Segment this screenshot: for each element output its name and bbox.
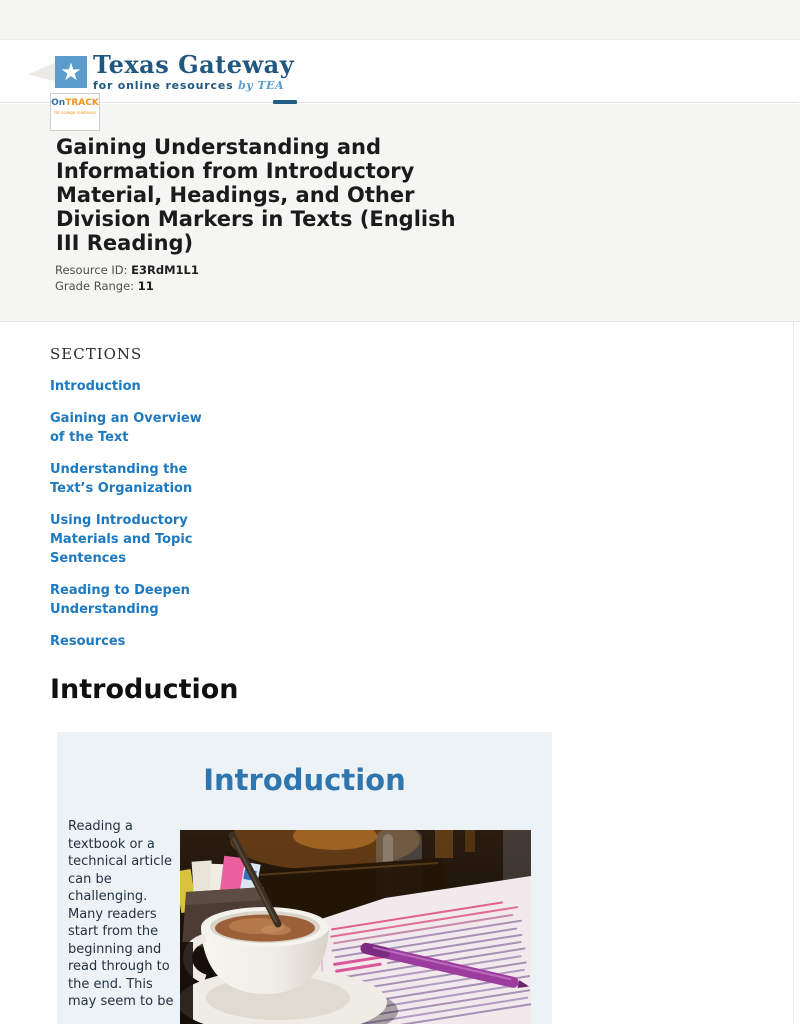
intro-paragraph: Reading a textbook or a technical article can be challenging. Many readers start from the beginning and read through to the end. This may seem to be — [68, 819, 174, 1009]
sidebar-item-understanding-organization[interactable]: Understanding the Text’s Organization — [50, 462, 193, 496]
grade-range-value: 11 — [137, 279, 154, 293]
coffee-cup-textbook-photo — [180, 830, 531, 1024]
ontrack-logo-tagline: for college readiness — [54, 110, 96, 115]
site-header — [0, 40, 800, 103]
brand-tagline-text: for online resources — [93, 79, 234, 92]
sidebar-item-gaining-overview[interactable]: Gaining an Overview of the Text — [50, 411, 202, 445]
intro-box-heading: Introduction — [203, 763, 406, 797]
page-title: Introduction — [50, 674, 239, 705]
resource-id-label: Resource ID: — [55, 263, 132, 277]
sections-nav — [50, 377, 202, 664]
ontrack-logo[interactable] — [50, 93, 100, 131]
brand-tagline — [93, 79, 343, 92]
grade-range-line — [55, 279, 154, 293]
top-background-strip — [0, 0, 800, 40]
sidebar-item-introduction[interactable]: Introduction — [50, 379, 141, 394]
brand-text-block[interactable] — [93, 51, 343, 92]
resource-id-value: E3RdM1L1 — [131, 263, 199, 277]
resource-id-line — [55, 263, 199, 277]
brand-title: Texas Gateway — [93, 50, 295, 79]
ontrack-logo-text: OnTRACK — [51, 98, 99, 108]
sidebar-item-using-introductory-materials[interactable]: Using Introductory Materials and Topic Sentences — [50, 513, 193, 566]
grade-range-label: Grade Range: — [55, 279, 138, 293]
sections-heading: SECTIONS — [50, 345, 143, 363]
sidebar-item-resources[interactable]: Resources — [50, 634, 126, 649]
resource-title: Gaining Understanding and Information from Introductory Material, Headings, and Other Division Markers in Texts (English III Reading) — [56, 135, 456, 255]
sidebar-item-reading-to-deepen[interactable]: Reading to Deepen Understanding — [50, 583, 190, 617]
brand-byline: by TEA — [238, 79, 285, 92]
texas-gateway-logo[interactable] — [55, 56, 87, 88]
introduction-content-box — [57, 732, 552, 1024]
star-icon: ★ — [60, 58, 82, 86]
